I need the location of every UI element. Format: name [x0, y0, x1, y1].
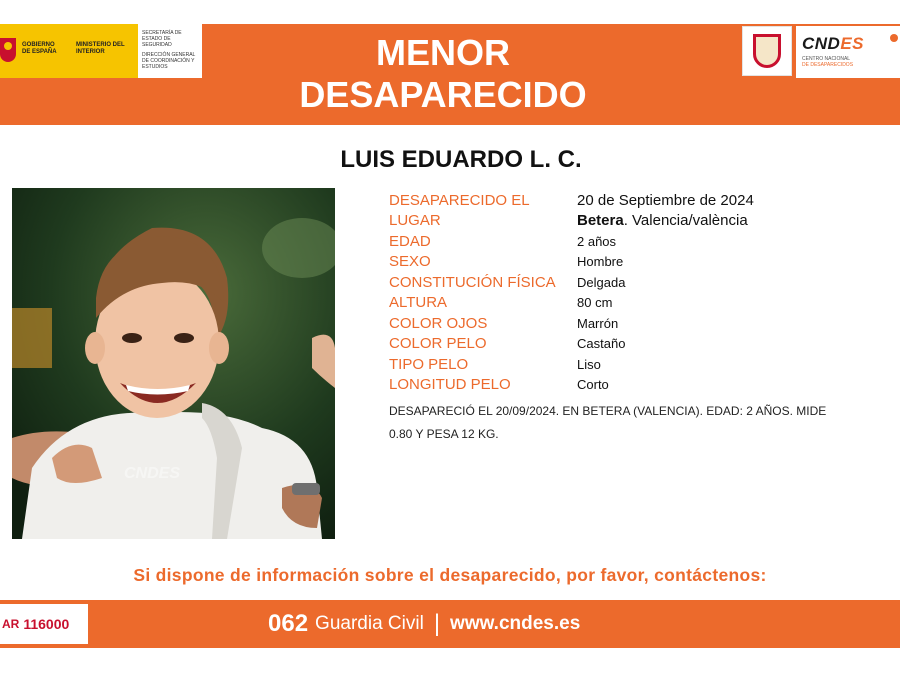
gov-direccion-text: DIRECCIÓN GENERAL DE COORDINACIÓN Y ESTUDIOS	[142, 52, 196, 70]
cndes-name-part-b: ES	[840, 34, 865, 53]
running-figure-icon	[890, 34, 898, 42]
detail-value: 80 cm	[577, 295, 613, 311]
cndes-subtitle	[802, 56, 896, 68]
cndes-logo-group	[742, 26, 900, 78]
detail-value: Hombre	[577, 254, 624, 270]
child-alert-logo	[0, 604, 88, 644]
title-line-2: DESAPARECIDO	[299, 74, 587, 115]
coat-of-arms-icon	[742, 26, 792, 76]
detail-label: LUGAR	[389, 212, 441, 230]
detail-row-longitud-pelo	[389, 375, 754, 396]
detail-value-region: . Valencia/valència	[623, 212, 748, 230]
detail-value: Castaño	[577, 336, 626, 352]
detail-label: ALTURA	[389, 294, 448, 312]
title-line-1: MENOR	[376, 32, 510, 73]
detail-label: COLOR OJOS	[389, 314, 488, 332]
detail-row-color-ojos	[389, 313, 754, 334]
contact-info	[268, 608, 580, 640]
detail-value: Delgada	[577, 274, 626, 290]
gov-gobierno-text: GOBIERNO DE ESPAÑA	[22, 42, 57, 55]
gov-secretaria-text: SECRETARÍA DE ESTADO DE SEGURIDAD	[142, 30, 182, 48]
description-line-1: DESAPARECIÓ EL 20/09/2024. EN BETERA (VALENCIA). EDAD: 2 AÑOS. MIDE	[389, 404, 827, 418]
gov-ministerio-text: MINISTERIO DEL INTERIOR	[76, 42, 125, 55]
spain-shield-icon	[0, 38, 16, 62]
detail-row-edad	[389, 231, 754, 252]
photo-watermark: CNDES	[124, 465, 181, 482]
alert-logo-text: AR	[2, 617, 20, 631]
cndes-subtitle-line-1: CENTRO NACIONAL	[802, 56, 851, 62]
missing-person-photo	[12, 188, 335, 539]
alert-hotline-number: 116000	[23, 616, 70, 632]
details-table	[389, 190, 754, 395]
separator: |	[433, 610, 441, 637]
gov-secretaria-block	[138, 24, 202, 78]
detail-value: Corto	[577, 377, 609, 393]
detail-label: LONGITUD PELO	[389, 376, 511, 394]
detail-value: Marrón	[577, 315, 619, 331]
description-line-2: 0.80 Y PESA 12 KG.	[389, 427, 499, 441]
detail-row-lugar	[389, 211, 754, 232]
government-logo-yellow	[0, 24, 138, 78]
detail-value	[577, 212, 748, 229]
contact-prompt: Si dispone de información sobre el desaparecido, por favor, contáctenos:	[133, 565, 767, 585]
website-link[interactable]: www.cndes.es	[450, 613, 581, 634]
cndes-name-part-a: CND	[802, 34, 841, 53]
detail-label: DESAPARECIDO EL	[389, 191, 530, 209]
detail-row-sexo	[389, 252, 754, 273]
government-logo	[0, 24, 202, 78]
detail-label: COLOR PELO	[389, 335, 487, 353]
poster-title	[200, 32, 686, 116]
detail-row-color-pelo	[389, 334, 754, 355]
phone-organization: Guardia Civil	[315, 613, 424, 634]
description-text	[389, 400, 900, 446]
detail-row-fecha	[389, 190, 754, 211]
detail-label: SEXO	[389, 253, 431, 271]
cndes-logo	[796, 26, 900, 78]
detail-row-constitucion	[389, 272, 754, 293]
detail-value-town: Betera	[577, 212, 624, 230]
detail-row-tipo-pelo	[389, 354, 754, 375]
phone-number[interactable]: 062	[268, 610, 309, 637]
cndes-subtitle-line-2: DE DESAPARECIDOS	[802, 62, 854, 68]
detail-label: CONSTITUCIÓN FÍSICA	[389, 273, 556, 291]
detail-value: 2 años	[577, 233, 617, 249]
cndes-logo-name	[802, 34, 896, 54]
detail-label: TIPO PELO	[389, 355, 469, 373]
detail-label: EDAD	[389, 232, 431, 250]
detail-value: Liso	[577, 356, 601, 372]
detail-row-altura	[389, 293, 754, 314]
detail-value: 20 de Septiembre de 2024	[577, 191, 754, 209]
missing-person-name: LUIS EDUARDO L. C.	[340, 146, 582, 173]
